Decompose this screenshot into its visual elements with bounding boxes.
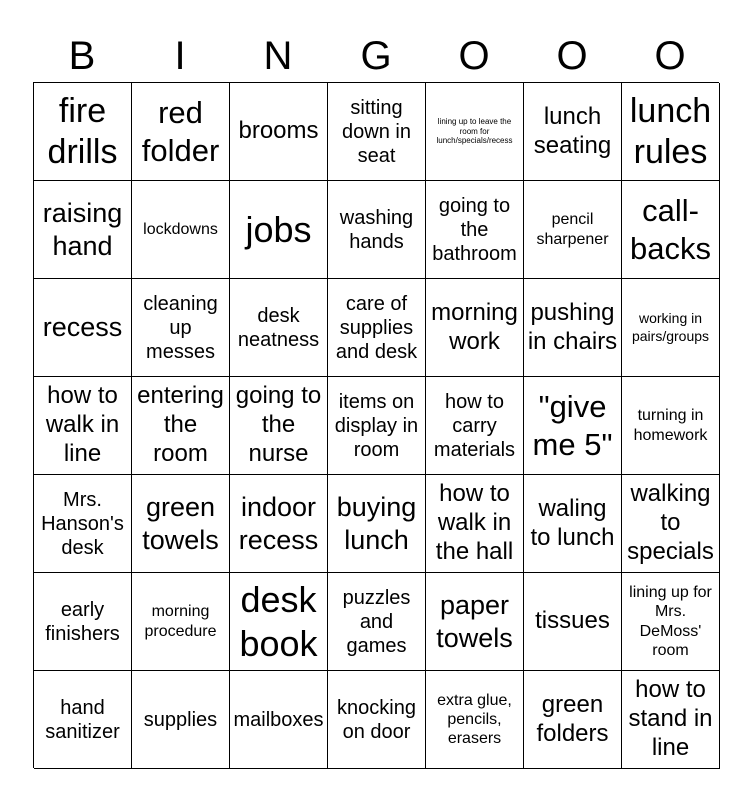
bingo-cell[interactable] bbox=[132, 181, 230, 279]
bingo-cell[interactable] bbox=[426, 475, 524, 573]
bingo-cell[interactable] bbox=[132, 279, 230, 377]
bingo-cell[interactable] bbox=[34, 475, 132, 573]
cell-text: entering the room bbox=[137, 382, 224, 467]
bingo-cell[interactable] bbox=[328, 377, 426, 475]
cell-text: supplies bbox=[143, 708, 218, 731]
bingo-cell[interactable] bbox=[426, 83, 524, 181]
bingo-cell[interactable] bbox=[328, 83, 426, 181]
bingo-cell[interactable] bbox=[34, 573, 132, 671]
cell-text: hand sanitizer bbox=[45, 696, 120, 743]
cell-text: lining up to leave the room for lunch/specials/recess bbox=[436, 117, 513, 146]
cell-text: mailboxes bbox=[233, 708, 324, 731]
bingo-cell[interactable] bbox=[230, 573, 328, 671]
bingo-cell[interactable] bbox=[622, 83, 720, 181]
bingo-cell[interactable] bbox=[524, 181, 622, 279]
bingo-cell[interactable] bbox=[524, 279, 622, 377]
bingo-cell[interactable] bbox=[328, 475, 426, 573]
cell-text: paper towels bbox=[436, 590, 513, 653]
bingo-cell[interactable] bbox=[622, 181, 720, 279]
cell-text: buying lunch bbox=[336, 492, 417, 555]
cell-text: green towels bbox=[142, 492, 219, 555]
bingo-cell[interactable] bbox=[132, 83, 230, 181]
cell-text: morning procedure bbox=[144, 603, 217, 640]
bingo-cell[interactable] bbox=[328, 573, 426, 671]
bingo-cell[interactable] bbox=[426, 181, 524, 279]
bingo-cell[interactable] bbox=[34, 671, 132, 769]
bingo-cell[interactable] bbox=[524, 671, 622, 769]
bingo-cell[interactable] bbox=[622, 279, 720, 377]
cell-text: extra glue, pencils, erasers bbox=[437, 691, 512, 748]
bingo-cell[interactable] bbox=[230, 181, 328, 279]
header-letter-o-2: O bbox=[556, 34, 588, 78]
cell-text: lunch rules bbox=[629, 91, 712, 171]
cell-text: knocking on door bbox=[337, 696, 416, 743]
bingo-cell[interactable] bbox=[426, 671, 524, 769]
header-letter-n: N bbox=[263, 34, 293, 78]
bingo-cell[interactable] bbox=[328, 181, 426, 279]
cell-text: desk neatness bbox=[237, 304, 320, 351]
bingo-board bbox=[33, 82, 719, 768]
cell-text: pencil sharpener bbox=[536, 211, 609, 248]
cell-text: Mrs. Hanson's desk bbox=[41, 488, 124, 559]
bingo-cell[interactable] bbox=[132, 573, 230, 671]
cell-text: how to walk in line bbox=[45, 382, 120, 467]
bingo-cell[interactable] bbox=[34, 377, 132, 475]
cell-text: cleaning up messes bbox=[143, 292, 218, 363]
cell-text: waling to lunch bbox=[530, 494, 615, 551]
header-letter-b: B bbox=[68, 34, 96, 78]
bingo-cell[interactable] bbox=[426, 279, 524, 377]
bingo-cell[interactable] bbox=[230, 377, 328, 475]
bingo-cell[interactable] bbox=[426, 377, 524, 475]
cell-text: lunch seating bbox=[533, 102, 612, 159]
bingo-cell[interactable] bbox=[622, 377, 720, 475]
cell-text: tissues bbox=[535, 607, 610, 635]
bingo-cell[interactable] bbox=[328, 279, 426, 377]
bingo-cell[interactable] bbox=[34, 279, 132, 377]
cell-text: items on display in room bbox=[334, 390, 419, 461]
header-letter-o-1: O bbox=[458, 34, 490, 78]
bingo-cell[interactable] bbox=[328, 671, 426, 769]
bingo-cell[interactable] bbox=[34, 83, 132, 181]
cell-text: how to carry materials bbox=[433, 390, 516, 461]
cell-text: call-backs bbox=[630, 193, 711, 266]
bingo-cell[interactable] bbox=[524, 573, 622, 671]
bingo-cell[interactable] bbox=[230, 279, 328, 377]
cell-text: morning work bbox=[431, 298, 518, 355]
bingo-cell[interactable] bbox=[622, 671, 720, 769]
cell-text: lockdowns bbox=[143, 220, 218, 238]
bingo-cell[interactable] bbox=[230, 83, 328, 181]
header-letter-i: I bbox=[174, 34, 186, 78]
cell-text: early finishers bbox=[45, 598, 120, 645]
cell-text: jobs bbox=[245, 208, 312, 250]
cell-text: desk book bbox=[239, 579, 318, 664]
cell-text: fire drills bbox=[47, 91, 118, 171]
header-letter-g: G bbox=[360, 34, 392, 78]
cell-text: lining up for Mrs. DeMoss' room bbox=[629, 584, 712, 659]
cell-text: walking to specials bbox=[627, 480, 714, 565]
bingo-cell[interactable] bbox=[132, 671, 230, 769]
cell-text: sitting down in seat bbox=[342, 96, 411, 167]
cell-text: pushing in chairs bbox=[527, 298, 618, 355]
bingo-cell[interactable] bbox=[132, 475, 230, 573]
cell-text: how to stand in line bbox=[628, 676, 713, 761]
cell-text: going to the nurse bbox=[235, 382, 322, 467]
header-letter-o-3: O bbox=[654, 34, 686, 78]
cell-text: recess bbox=[42, 312, 123, 343]
cell-text: raising hand bbox=[42, 198, 123, 261]
bingo-header bbox=[33, 30, 719, 82]
bingo-cell[interactable] bbox=[622, 475, 720, 573]
cell-text: care of supplies and desk bbox=[335, 292, 418, 363]
cell-text: how to walk in the hall bbox=[435, 480, 514, 565]
bingo-cell[interactable] bbox=[426, 573, 524, 671]
bingo-cell[interactable] bbox=[524, 83, 622, 181]
cell-text: washing hands bbox=[339, 206, 414, 253]
cell-text: green folders bbox=[536, 690, 609, 747]
bingo-cell[interactable] bbox=[524, 475, 622, 573]
cell-text: brooms bbox=[238, 117, 319, 145]
cell-text: turning in homework bbox=[633, 407, 708, 444]
cell-text: "give me 5" bbox=[532, 389, 613, 462]
bingo-cell[interactable] bbox=[622, 573, 720, 671]
bingo-cell[interactable] bbox=[34, 181, 132, 279]
bingo-cell[interactable] bbox=[524, 377, 622, 475]
cell-text: working in pairs/groups bbox=[631, 310, 710, 344]
cell-text: puzzles and games bbox=[342, 586, 411, 657]
cell-text: going to the bathroom bbox=[432, 194, 517, 265]
cell-text: indoor recess bbox=[238, 492, 319, 555]
bingo-cell[interactable] bbox=[230, 671, 328, 769]
bingo-cell[interactable] bbox=[230, 475, 328, 573]
cell-text: red folder bbox=[141, 95, 220, 168]
bingo-cell[interactable] bbox=[132, 377, 230, 475]
